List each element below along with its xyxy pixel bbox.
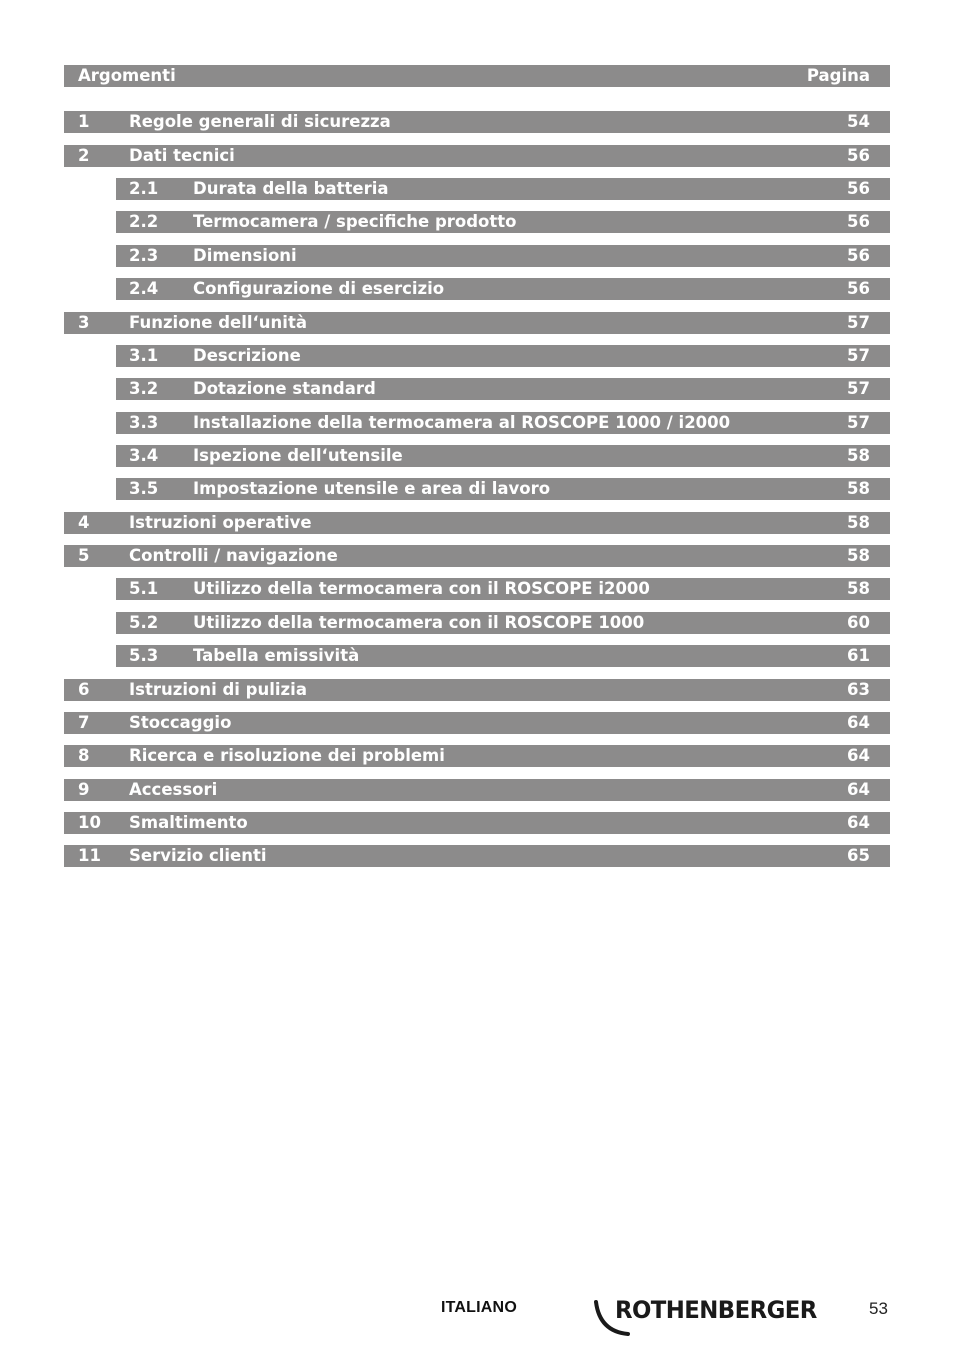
toc-entry-number: 3.1	[129, 346, 159, 365]
toc-entry-3-3[interactable]	[116, 412, 890, 434]
brand-logo	[592, 1290, 842, 1336]
toc-entry-title: Descrizione	[193, 346, 301, 365]
toc-entry-2-1[interactable]	[116, 178, 890, 200]
toc-entry-number: 11	[78, 846, 101, 865]
toc-entry-number: 2	[78, 146, 90, 165]
toc-entry-title: Controlli / navigazione	[129, 546, 338, 565]
toc-entry-page: 56	[847, 246, 870, 265]
toc-entry-number: 5.1	[129, 579, 159, 598]
toc-entry-page: 57	[847, 413, 870, 432]
toc-entry-title: Termocamera / specifiche prodotto	[193, 212, 517, 231]
toc-entry-page: 58	[847, 579, 870, 598]
toc-entry-page: 56	[847, 212, 870, 231]
toc-entry-page: 58	[847, 546, 870, 565]
toc-entry-title: Configurazione di esercizio	[193, 279, 445, 298]
toc-entry-3-2[interactable]	[116, 378, 890, 400]
toc-entry-page: 63	[847, 680, 870, 699]
toc-entry-7[interactable]	[64, 712, 890, 734]
toc-entry-number: 3.5	[129, 479, 159, 498]
toc-entry-page: 54	[847, 112, 870, 131]
toc-entry-page: 64	[847, 713, 870, 732]
brand-logo-text: ROTHENBERGER	[615, 1296, 817, 1324]
toc-entry-title: Durata della batteria	[193, 179, 389, 198]
toc-entry-page: 64	[847, 746, 870, 765]
toc-entry-title: Servizio clienti	[129, 846, 267, 865]
toc-entry-number: 8	[78, 746, 90, 765]
toc-entry-page: 65	[847, 846, 870, 865]
toc-entry-3-4[interactable]	[116, 445, 890, 467]
toc-header-page-label: Pagina	[806, 66, 870, 85]
toc-entry-2-3[interactable]	[116, 245, 890, 267]
toc-entry-5-3[interactable]	[116, 645, 890, 667]
toc-entry-number: 3.3	[129, 413, 159, 432]
toc-entry-page: 57	[847, 313, 870, 332]
toc-entry-6[interactable]	[64, 679, 890, 701]
toc-entry-4[interactable]	[64, 512, 890, 534]
toc-entry-number: 3.2	[129, 379, 159, 398]
toc-entry-title: Regole generali di sicurezza	[129, 112, 391, 131]
toc-entry-number: 2.3	[129, 246, 159, 265]
toc-entry-11[interactable]	[64, 845, 890, 867]
toc-entry-page: 56	[847, 179, 870, 198]
toc-entry-2-4[interactable]	[116, 278, 890, 300]
toc-entry-number: 5.2	[129, 613, 159, 632]
toc-entry-10[interactable]	[64, 812, 890, 834]
toc-entry-page: 58	[847, 479, 870, 498]
toc-entry-number: 2.4	[129, 279, 159, 298]
toc-entry-number: 7	[78, 713, 90, 732]
toc-entry-title: Tabella emissività	[193, 646, 360, 665]
toc-entry-number: 3.4	[129, 446, 159, 465]
toc-entry-8[interactable]	[64, 745, 890, 767]
toc-entry-title: Utilizzo della termocamera con il ROSCOPE 1000	[193, 613, 645, 632]
toc-entry-page: 64	[847, 780, 870, 799]
toc-entry-page: 64	[847, 813, 870, 832]
toc-entry-title: Installazione della termocamera al ROSCOPE 1000 / i2000	[193, 413, 731, 432]
toc-entry-1[interactable]	[64, 111, 890, 133]
toc-entry-title: Ispezione dell‘utensile	[193, 446, 403, 465]
toc-entry-number: 1	[78, 112, 90, 131]
toc-entry-3-1[interactable]	[116, 345, 890, 367]
toc-entry-3[interactable]	[64, 312, 890, 334]
toc-entry-title: Dati tecnici	[129, 146, 235, 165]
toc-entry-5-2[interactable]	[116, 612, 890, 634]
toc-entry-number: 4	[78, 513, 90, 532]
toc-entry-title: Utilizzo della termocamera con il ROSCOPE i2000	[193, 579, 650, 598]
toc-entry-2-2[interactable]	[116, 211, 890, 233]
toc-entry-page: 56	[847, 146, 870, 165]
toc-entry-number: 3	[78, 313, 90, 332]
toc-header-topics-label: Argomenti	[78, 66, 176, 85]
toc-entry-number: 2.2	[129, 212, 159, 231]
toc-entry-page: 58	[847, 446, 870, 465]
toc-entry-3-5[interactable]	[116, 478, 890, 500]
toc-entry-title: Stoccaggio	[129, 713, 232, 732]
toc-entry-title: Impostazione utensile e area di lavoro	[193, 479, 551, 498]
toc-entry-page: 57	[847, 379, 870, 398]
page-number: 53	[869, 1299, 888, 1318]
toc-entry-2[interactable]	[64, 145, 890, 167]
toc-entry-9[interactable]	[64, 779, 890, 801]
toc-entry-page: 57	[847, 346, 870, 365]
toc-entry-title: Accessori	[129, 780, 218, 799]
toc-entry-number: 5.3	[129, 646, 159, 665]
toc-entry-number: 10	[78, 813, 101, 832]
toc-entry-number: 2.1	[129, 179, 159, 198]
toc-entry-title: Funzione dell‘unità	[129, 313, 307, 332]
toc-entry-number: 5	[78, 546, 90, 565]
toc-entry-page: 61	[847, 646, 870, 665]
toc-entry-5-1[interactable]	[116, 578, 890, 600]
toc-entry-page: 56	[847, 279, 870, 298]
toc-entry-page: 58	[847, 513, 870, 532]
footer-language: ITALIANO	[441, 1299, 517, 1316]
toc-entry-5[interactable]	[64, 545, 890, 567]
toc-entry-title: Dotazione standard	[193, 379, 376, 398]
toc-entry-number: 9	[78, 780, 90, 799]
toc-entry-title: Dimensioni	[193, 246, 297, 265]
toc-entry-title: Ricerca e risoluzione dei problemi	[129, 746, 445, 765]
toc-entry-title: Istruzioni di pulizia	[129, 680, 307, 699]
toc-entry-page: 60	[847, 613, 870, 632]
toc-entry-title: Smaltimento	[129, 813, 248, 832]
toc-entry-number: 6	[78, 680, 90, 699]
toc-header	[64, 65, 890, 87]
toc-entry-title: Istruzioni operative	[129, 513, 312, 532]
